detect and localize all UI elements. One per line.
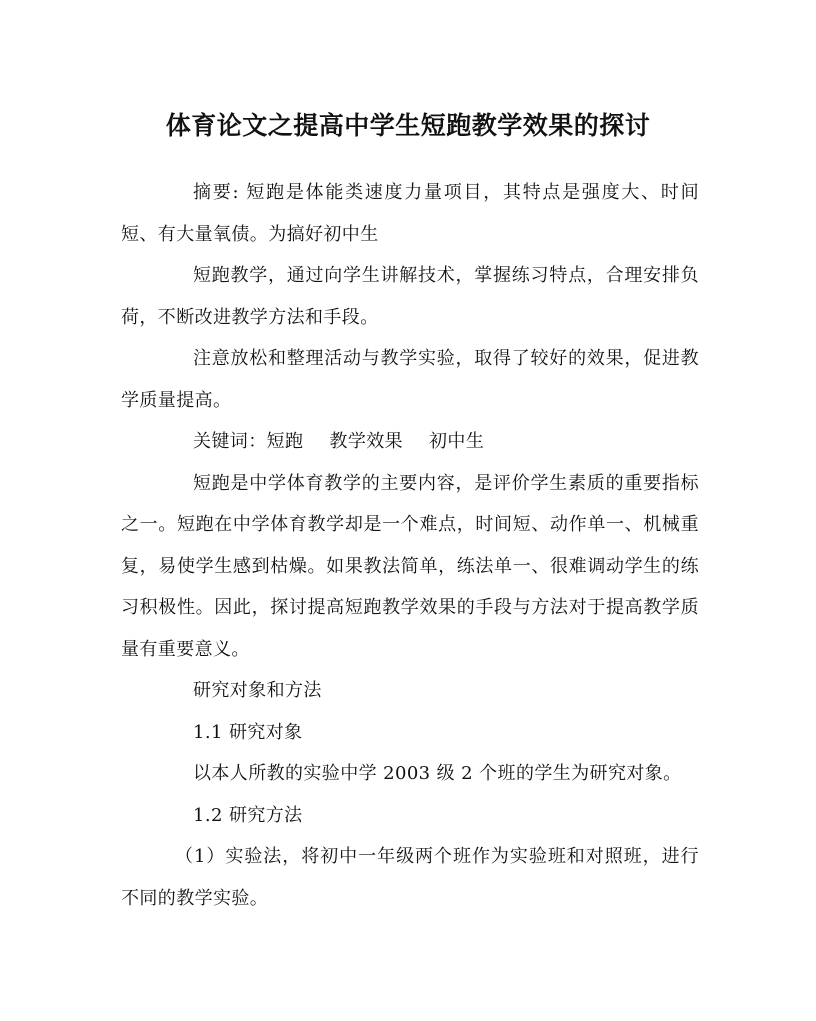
subsection-heading-1: 1.1 研究对象 (193, 721, 303, 743)
keyword-item: 短跑 (266, 431, 304, 452)
document-body (121, 172, 699, 919)
keyword-item: 初中生 (429, 431, 485, 452)
keywords-label: 关键词： (193, 431, 267, 452)
subsection-heading-2: 1.2 研究方法 (193, 804, 303, 826)
section-heading: 研究对象和方法 (193, 680, 322, 701)
document-title: 体育论文之提高中学生短跑教学效果的探讨 (165, 111, 651, 140)
abstract-paragraph-1: 摘要: 短跑是体能类速度力量项目，其特点是强度大、时间短、有大量氧债。为搞好初中生 (121, 182, 699, 245)
abstract-paragraph-2: 短跑教学，通过向学生讲解技术，掌握练习特点，合理安排负荷，不断改进教学方法和手段。 (121, 265, 699, 328)
method-paragraph-1: （1）实验法，将初中一年级两个班作为实验班和对照班，进行不同的教学实验。 (121, 846, 699, 909)
abstract-paragraph-3: 注意放松和整理活动与教学实验，取得了较好的效果，促进教学质量提高。 (121, 348, 699, 411)
intro-paragraph: 短跑是中学体育教学的主要内容，是评价学生素质的重要指标之一。短跑在中学体育教学却是一个难点，时间短、动作单一、机械重复，易使学生感到枯燥。如果教法简单，练法单一、很难调动学生的练习积极性。因此，探讨提高短跑教学效果的手段与方法对于提高教学质量有重要意义。 (121, 472, 699, 660)
keywords-line (121, 421, 699, 463)
keyword-item: 教学效果 (329, 431, 404, 452)
subsection-text-1: 以本人所教的实验中学 2003 级 2 个班的学生为研究对象。 (193, 763, 682, 784)
